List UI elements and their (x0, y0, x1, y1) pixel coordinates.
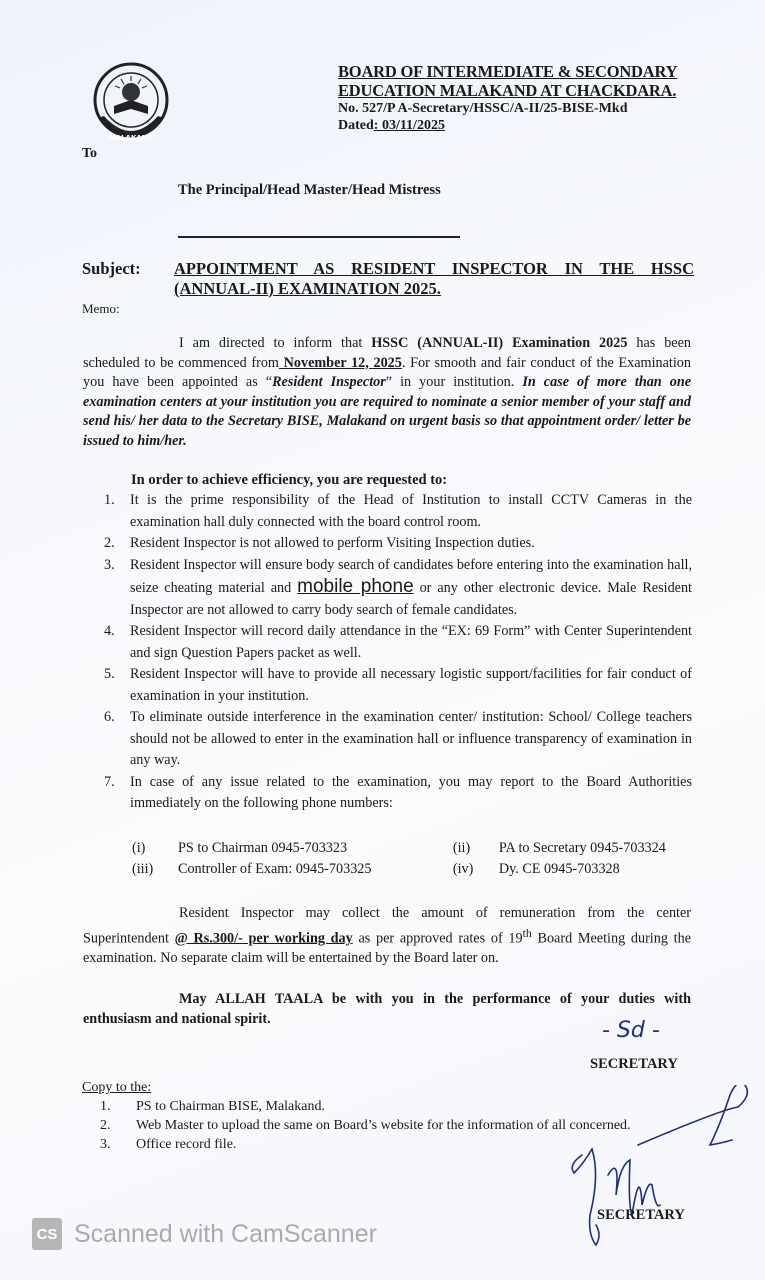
item-number: 5. (104, 666, 115, 682)
copy-item-number: 1. (100, 1099, 111, 1114)
list-item (104, 707, 692, 772)
phone-text: Controller of Exam: 0945-703325 (178, 861, 372, 877)
ordinal-suffix: th (522, 925, 532, 940)
item-text: It is the prime responsibility of the Head of Institution to install CCTV Cameras in the examination hall duly connected with the board control room. (130, 492, 692, 530)
exam-start-date: November 12, 2025 (278, 354, 402, 371)
date-line (338, 117, 677, 134)
org-name-line2: EDUCATION MALAKAND AT CHACKDARA. (338, 81, 677, 100)
copy-item (100, 1135, 631, 1154)
phone-entry (453, 859, 702, 880)
list-item (104, 533, 692, 555)
phone-text: Dy. CE 0945-703328 (498, 861, 620, 877)
list-item (104, 490, 692, 533)
item-number: 4. (104, 623, 115, 639)
item-text: Resident Inspector will have to provide all necessary logistic support/facilities for fair conduct of examination in your institution. (130, 666, 692, 704)
item-text: Resident Inspector will record daily attendance in the “EX: 69 Form” with Center Superintendent and sign Question Papers packet as well. (130, 623, 692, 661)
list-item (104, 772, 692, 815)
nomination-instruction: In case of more than one examination centers at your institution you are required to nominate a senior member of your staff and send his/ her data to the Secretary BISE, Malakand on urgent basis so that appointment order/ letter be issued to him/her. (83, 374, 692, 449)
closing-text: May ALLAH TAALA be with you in the performance of your duties with enthusiasm and national spirit. (83, 991, 691, 1027)
org-name-line1: BOARD OF INTERMEDIATE & SECONDARY (338, 62, 678, 81)
memo-label: Memo: (82, 301, 120, 316)
remuneration-text: Board Meeting during the examination. No separate claim will be entertained by the Board later on. (83, 930, 691, 966)
dated-label: Dated (338, 118, 374, 133)
phone-text: PS to Chairman 0945-703323 (178, 840, 348, 856)
copy-item-text: PS to Chairman BISE, Malakand. (136, 1099, 325, 1114)
requests-list (104, 490, 692, 815)
remuneration-text: Resident Inspector may collect the amount of remuneration from the center Superintendent (83, 905, 691, 947)
phone-text: PA to Secretary 0945-703324 (498, 840, 666, 856)
remuneration-text: as per approved rates of 19 (352, 930, 523, 947)
remuneration-paragraph (83, 904, 691, 968)
phone-index: (iii) (132, 861, 154, 877)
remuneration-rate: @ Rs.300/- per working day (174, 930, 353, 947)
secretary-title: SECRETARY (590, 1056, 678, 1072)
copy-item (100, 1116, 631, 1135)
handwritten-signature-icon (560, 1085, 760, 1255)
camscanner-watermark (32, 1218, 377, 1250)
item-text-part: Resident Inspector will ensure body search of candidates before entering into the examination hall, seize cheating material and (130, 556, 692, 596)
phone-index: (iv) (452, 861, 474, 877)
phone-entry (453, 838, 702, 859)
item-text: To eliminate outside interference in the examination center/ institution: School/ College teachers should not be allowed to enter in the examination hall or influence transparency of examination in any way. (130, 709, 692, 768)
item-text-part: or any other electronic device. Male Resident Inspector are not allowed to carry body search of female candidates. (130, 580, 692, 618)
closing-paragraph (83, 990, 691, 1029)
list-item (104, 664, 692, 707)
phone-index: (ii) (452, 840, 471, 856)
exam-name: HSSC (ANNUAL-II) Examination 2025 (371, 335, 628, 351)
copy-item-number: 3. (100, 1137, 111, 1152)
item-text: In case of any issue related to the examination, you may report to the Board Authorities immediately on the following phone numbers: (130, 773, 692, 811)
reference-number: No. 527/P A-Secretary/HSSC/A-II/25-BISE-Mkd (338, 101, 628, 116)
intro-text: I am directed to inform that (179, 335, 372, 351)
copy-item-text: Web Master to upload the same on Board’s website for the information of all concerned. (136, 1118, 631, 1133)
intro-text: has been scheduled to be commenced from (83, 335, 691, 371)
copy-item-number: 2. (100, 1118, 111, 1133)
copy-to-heading: Copy to the: (82, 1080, 152, 1095)
list-item (104, 621, 692, 664)
letterhead (338, 62, 677, 134)
camscanner-logo-icon: CS (32, 1218, 62, 1250)
item-number: 7. (104, 773, 115, 790)
phone-index: (i) (132, 840, 146, 856)
item-number: 1. (104, 492, 115, 508)
phone-entry (132, 859, 453, 880)
intro-text: ” in your institution. (385, 374, 523, 390)
intro-text: . For smooth and fair conduct of the Examination you have been appointed as “ (83, 354, 691, 390)
secretary-title-signed: SECRETARY (597, 1207, 685, 1223)
to-label: To (82, 146, 98, 161)
role-name: Resident Inspector (272, 374, 386, 390)
copy-to-list (100, 1097, 631, 1154)
board-seal-logo-icon (88, 60, 174, 150)
sd-mark: - Sd - (602, 1018, 660, 1043)
intro-paragraph (83, 334, 691, 451)
item-number: 2. (104, 535, 115, 551)
list-item (104, 555, 692, 622)
mobile-phone-emphasis: mobile phone (297, 576, 414, 597)
address-blank-line (178, 236, 460, 238)
copy-item (100, 1097, 631, 1116)
watermark-text: Scanned with CamScanner (74, 1219, 377, 1248)
item-number: 6. (104, 709, 115, 725)
subject-text: APPOINTMENT AS RESIDENT INSPECTOR IN THE HSSC (ANNUAL-II) EXAMINATION 2025. (174, 259, 694, 298)
subject-label: Subject: (82, 259, 141, 278)
phone-entry (132, 838, 453, 859)
copy-item-text: Office record file. (136, 1137, 237, 1152)
item-text (130, 555, 692, 622)
dated-value: : 03/11/2025 (373, 118, 445, 133)
item-number: 3. (104, 556, 115, 573)
svg-text:MALAKAND: MALAKAND (108, 134, 154, 142)
phone-numbers (132, 838, 702, 880)
requests-heading: In order to achieve efficiency, you are requested to: (131, 472, 448, 488)
recipient: The Principal/Head Master/Head Mistress (178, 182, 441, 198)
item-text: Resident Inspector is not allowed to perform Visiting Inspection duties. (130, 535, 535, 551)
